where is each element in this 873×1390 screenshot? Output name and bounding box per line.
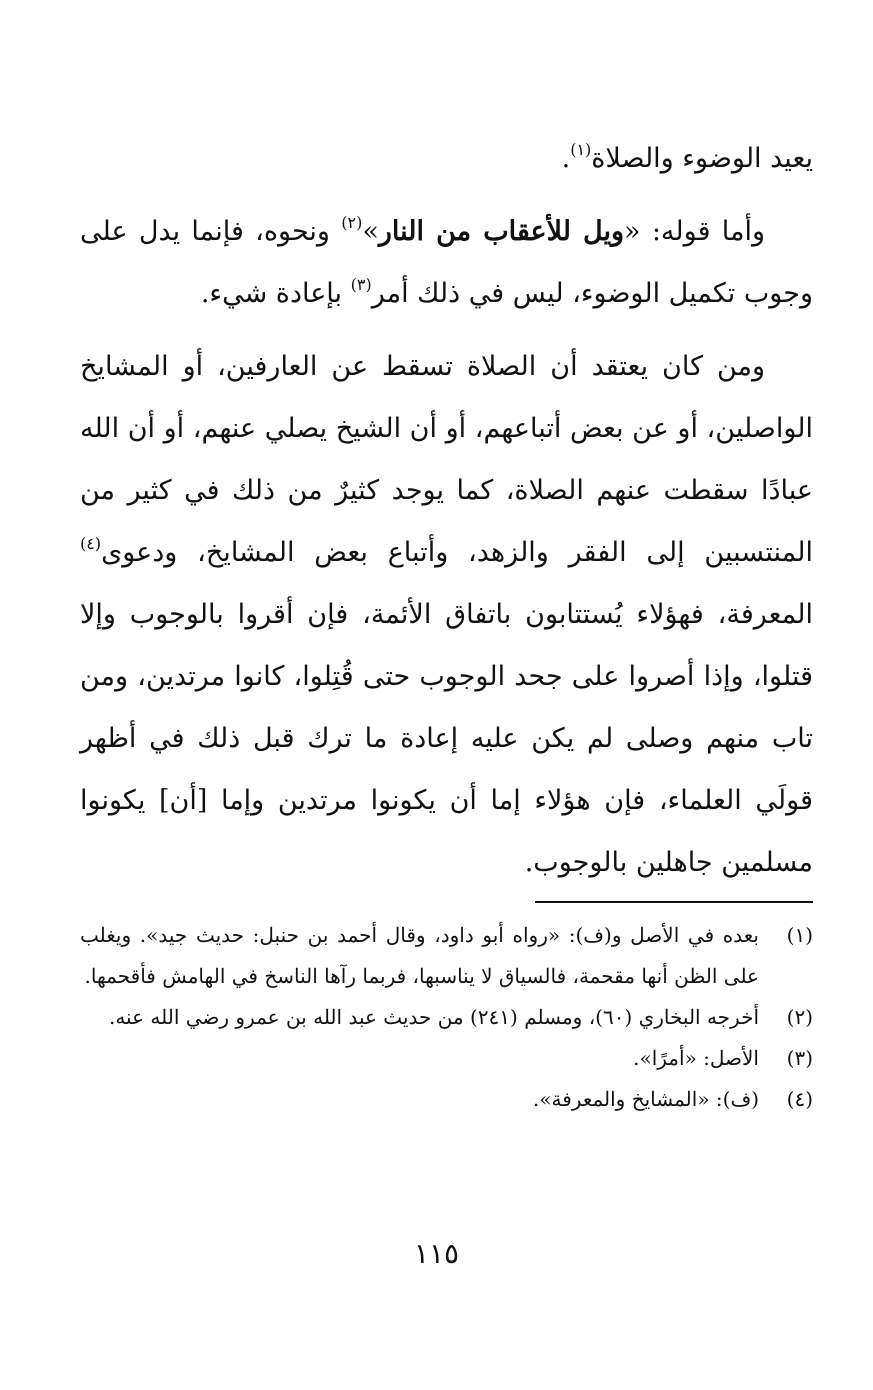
- footnote-divider: [535, 901, 813, 903]
- paragraph-1: [80, 128, 813, 190]
- footnote-text: الأصل: «أمرًا».: [633, 1046, 759, 1070]
- footnote-text: بعده في الأصل و(ف): «رواه أبو داود، وقال أحمد بن حنبل: حديث جيد». ويغلب على الظن أنها مقحمة، فالسياق لا يناسبها، فربما رآها الناسخ في الهامش فأقحمها.: [80, 923, 759, 988]
- footnote-text: (ف): «المشايخ والمعرفة».: [532, 1087, 759, 1111]
- paragraph-2-middle: ونحوه، فإنما يدل على وجوب تكميل الوضوء، ليس في ذلك أمر: [80, 216, 813, 309]
- footnote-4: [80, 1079, 813, 1120]
- footnote-text: أخرجه البخاري (٦٠)، ومسلم (٢٤١) من حديث عبد الله بن عمرو رضي الله عنه.: [108, 1005, 759, 1029]
- footnote-ref-3: (٣): [350, 275, 372, 294]
- page-number: ١١٥: [413, 1237, 460, 1270]
- footnote-ref-4: (٤): [80, 534, 102, 553]
- footnote-number: (٤): [786, 1087, 813, 1111]
- paragraph-3: [80, 336, 813, 894]
- paragraph-2: [80, 201, 813, 325]
- footnote-3: [80, 1038, 813, 1079]
- footnote-2: [80, 997, 813, 1038]
- quote-close: »: [362, 216, 379, 247]
- footnote-number: (٣): [786, 1046, 813, 1070]
- paragraph-3-end: المعرفة، فهؤلاء يُستتابون باتفاق الأئمة، فإن أقروا بالوجوب وإلا قتلوا، وإذا أصروا على جحد الوجوب حتى قُتِلوا، كانوا مرتدين، ومن تاب منهم وصلى لم يكن عليه إعادة ما ترك قبل ذلك في أظهر قولَي العلماء، فإن هؤلاء إما أن يكونوا مرتدين وإما [أن] يكونوا مسلمين جاهلين بالوجوب.: [80, 599, 813, 878]
- main-text: [80, 128, 813, 894]
- footnote-number: (٢): [786, 1005, 813, 1029]
- footnote-1: [80, 915, 813, 997]
- hadith-quote: ويل للأعقاب من النار: [378, 216, 625, 247]
- paragraph-2-end: بإعادة شيء.: [200, 278, 351, 309]
- footnote-ref-1: (١): [570, 140, 592, 159]
- footnote-ref-2: (٢): [341, 213, 363, 232]
- footnotes: [80, 915, 813, 1120]
- paragraph-1-end: .: [561, 143, 571, 174]
- footnote-number: (١): [786, 923, 813, 947]
- paragraph-3-start: ومن كان يعتقد أن الصلاة تسقط عن العارفين، أو المشايخ الواصلين، أو عن بعض أتباعهم، أو أن الشيخ يصلي عنهم، أو أن الله عبادًا سقطت عنهم الصلاة، كما يوجد كثيرٌ من ذلك في كثير من المنتسبين إلى الفقر والزهد، وأتباع بعض المشايخ، ودعوى: [80, 351, 813, 568]
- paragraph-1-text: يعيد الوضوء والصلاة: [591, 143, 813, 174]
- paragraph-2-intro: وأما قوله: «: [624, 216, 765, 247]
